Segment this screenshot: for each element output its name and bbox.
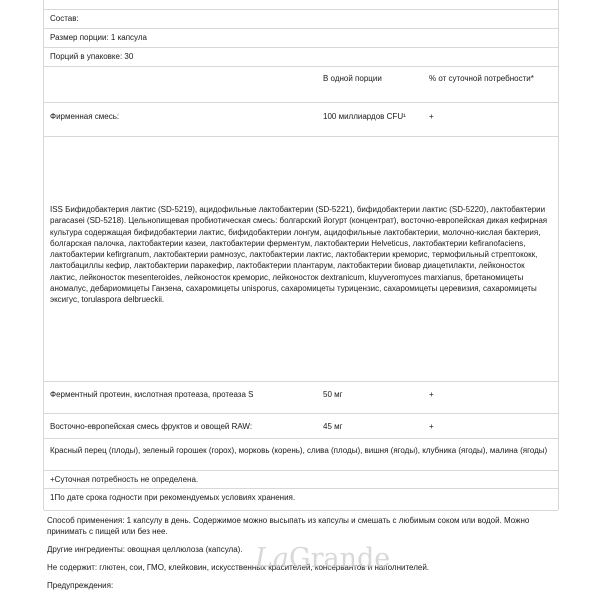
- table-row-enzyme: [44, 381, 558, 414]
- free-from-text: Не содержит: глютен, сои, ГМО, клейковин, искусственных красителей, консервантов и наполнителей.: [47, 563, 430, 572]
- table-row-footnote-cfu: [44, 488, 558, 511]
- table-row-fruit-veg: [44, 413, 558, 439]
- table-row-top: [44, 0, 558, 9]
- table-row-proprietary-blend: [44, 102, 558, 137]
- footnote-cfu: 1По дате срока годности при рекомендуемых условиях хранения.: [50, 493, 296, 502]
- proprietary-blend-dv: +: [429, 112, 434, 121]
- table-row-servings-per-container: [44, 47, 558, 67]
- table-row-composition: [44, 9, 558, 29]
- table-row-fruit-veg-description: [44, 438, 558, 471]
- servings-per-container: Порций в упаковке: 30: [50, 52, 134, 61]
- supplement-facts-table: [43, 0, 559, 510]
- composition-label: Состав:: [50, 14, 79, 23]
- warnings-label: Предупреждения:: [47, 581, 114, 590]
- watermark-part1: La: [255, 543, 290, 574]
- fruit-veg-amount: 45 мг: [323, 422, 343, 431]
- fruit-veg-label: Восточно-европейская смесь фруктов и овощей RAW:: [50, 422, 253, 431]
- usage-text: Способ применения: 1 капсулу в день. Содержимое можно высыпать из капсулы и смешать с любимым соком или водой. Можно принимать с пищей или без нее.: [47, 516, 530, 536]
- col-daily-value-header: % от суточной потребности*: [429, 74, 534, 83]
- table-row-footnote-dv: [44, 470, 558, 489]
- table-row-serving-size: [44, 28, 558, 48]
- col-per-serving-header: В одной порции: [323, 74, 382, 83]
- enzyme-dv: +: [429, 390, 434, 399]
- fruit-veg-dv: +: [429, 422, 434, 431]
- enzyme-amount: 50 мг: [323, 390, 343, 399]
- enzyme-label: Ферментный протеин, кислотная протеаза, протеаза S: [50, 390, 254, 399]
- table-row-blend-description: [44, 136, 558, 382]
- fruit-veg-description: Красный перец (плоды), зеленый горошек (горох), морковь (корень), слива (плоды), вишня (ягоды), клубника (ягоды), малина (ягоды): [50, 446, 548, 455]
- other-ingredients-text: Другие ингредиенты: овощная целлюлоза (капсула).: [47, 545, 243, 554]
- footnote-dv: +Суточная потребность не определена.: [50, 475, 199, 484]
- watermark-part2: Grande: [289, 543, 391, 574]
- watermark-logo: [255, 543, 390, 574]
- serving-size: Размер порции: 1 капсула: [50, 33, 147, 42]
- blend-description: ISS Бифидобактерия лактис (SD-5219), ацидофильные лактобактерии (SD-5221), бифидобактерии лактис (SD-5220), лактобактерии paracasei (SD-5218). Цельнопищевая пробиотическая смесь: болгарский йогурт (концентрат), восточно-европейская дикая кефирная культура содержащая бифидобактерии лактис, бифидобактерии лонгум, ацидофильные лактобактерии, молочно-кислая бактерия, болгарская палочка, лактобактерии казеи, лактобактерии ферментум, лактобактерии Helveticus, лактобактерии kefiranofaciens, лактобактерии kefirgranum, лактобактерии рамнозус, лактобактерии лактис, лактобактерии креморис, термофильный стрептококк, лактобациллы кефир, лактобактерии паракефир, лактобактерии плантарум, лактобактерии биовар диацетилакти, лейконосток лактис, лейконосток mesenteroides, лейконосток креморис, лейконосток dextranicum, kluyveromyces marxianus, бретаномицеты аномалус, дебариомицеты Ганзена, сахаромицеты unisporus, сахаромицеты турицензис, сахаромицеты церевизия, сахаромицеты эксигус, torulaspora delbrueckii.: [50, 205, 548, 305]
- proprietary-blend-amount: 100 миллиардов CFU¹: [323, 112, 406, 121]
- proprietary-blend-label: Фирменная смесь:: [50, 112, 120, 121]
- table-row-header: [44, 66, 558, 103]
